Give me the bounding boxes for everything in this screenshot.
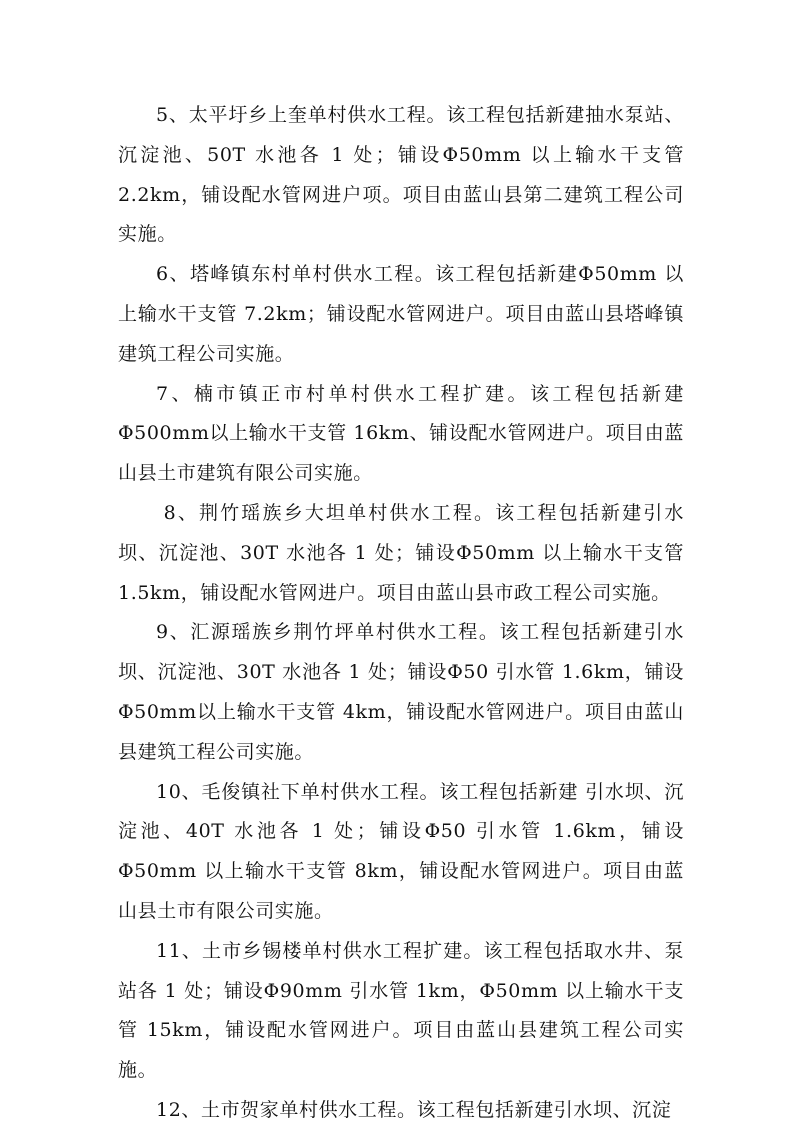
document-body: [118, 96, 684, 1131]
paragraph-item-12: 12、土市贺家单村供水工程。该工程包括新建引水坝、沉淀: [156, 1098, 672, 1121]
paragraph-item-7: 7、楠市镇正市村单村供水工程扩建。该工程包括新建Φ500mm以上输水干支管 16km、铺设配水管网进户。项目由蓝山县土市建筑有限公司实施。: [118, 382, 684, 485]
paragraph-item-11: 11、土市乡锡楼单村供水工程扩建。该工程包括取水井、泵站各 1 处；铺设Φ90mm 引水管 1km，Φ50mm 以上输水干支管 15km，铺设配水管网进户。项目由蓝山县建筑工程公司实施。: [118, 939, 684, 1082]
paragraph-item-5: 5、太平圩乡上奎单村供水工程。该工程包括新建抽水泵站、沉淀池、50T 水池各 1 处；铺设Φ50mm 以上输水干支管 2.2km，铺设配水管网进户项。项目由蓝山县第二建筑工程公司实施。: [118, 104, 684, 246]
paragraph-item-9: 9、汇源瑶族乡荆竹坪单村供水工程。该工程包括新建引水坝、沉淀池、30T 水池各 1 处；铺设Φ50 引水管 1.6km，铺设Φ50mm以上输水干支管 4km，铺设配水管网进户。项目由蓝山县建筑工程公司实施。: [118, 621, 684, 763]
paragraph-item-8: 8、荆竹瑶族乡大坦单村供水工程。该工程包括新建引水坝、沉淀池、30T 水池各 1 处；铺设Φ50mm 以上输水干支管 1.5km，铺设配水管网进户。项目由蓝山县市政工程公司实施。: [118, 501, 684, 604]
paragraph-item-10: 10、毛俊镇社下单村供水工程。该工程包括新建 引水坝、沉淀池、40T 水池各 1 处；铺设Φ50 引水管 1.6km，铺设Φ50mm 以上输水干支管 8km，铺设配水管网进户。项目由蓝山县土市有限公司实施。: [118, 780, 684, 922]
paragraph-item-6: 6、塔峰镇东村单村供水工程。该工程包括新建Φ50mm 以上输水干支管 7.2km；铺设配水管网进户。项目由蓝山县塔峰镇建筑工程公司实施。: [118, 263, 684, 365]
